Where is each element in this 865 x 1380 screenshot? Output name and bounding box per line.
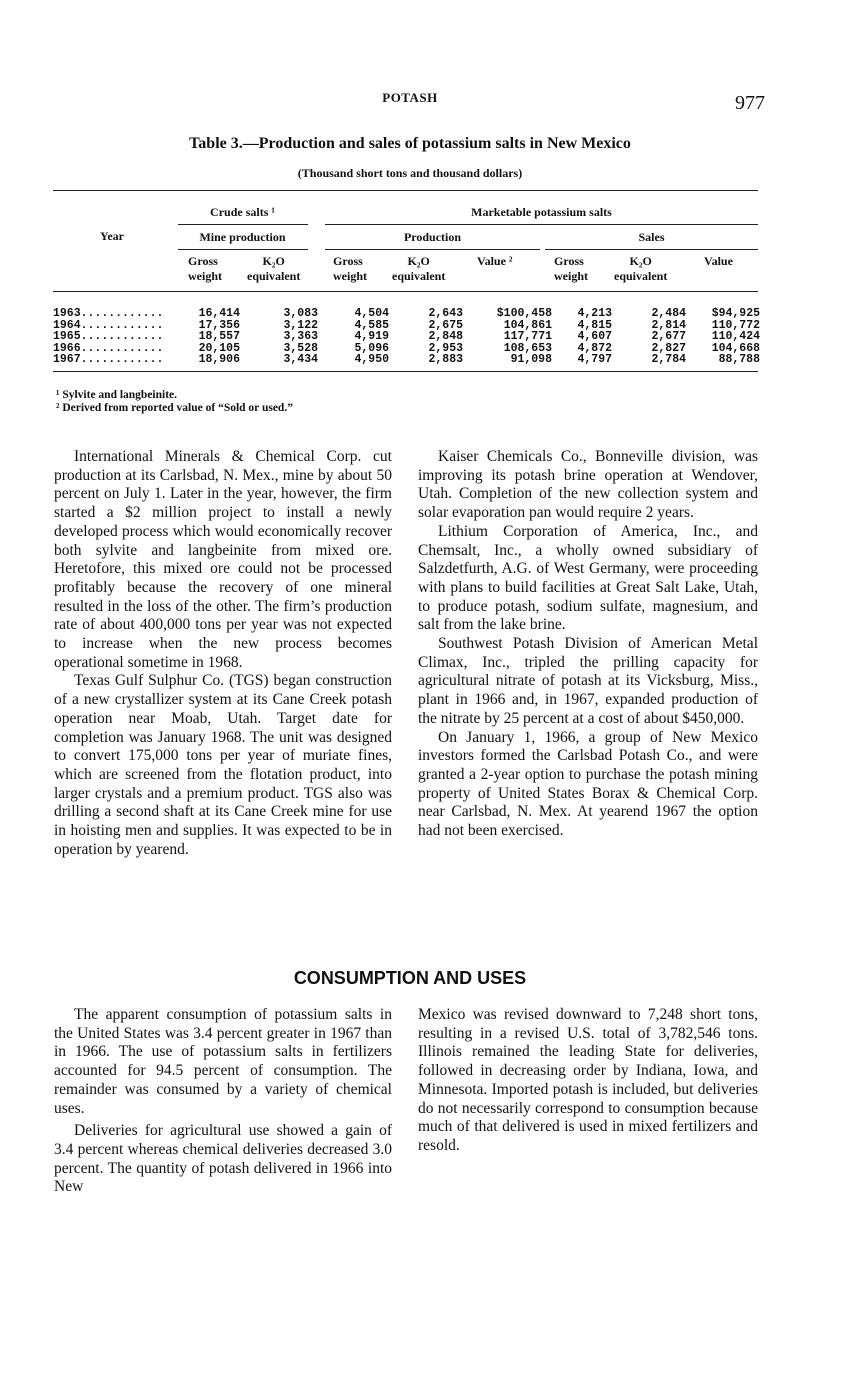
table-cell: 17,356 <box>198 318 240 332</box>
table-cell: 3,528 <box>283 341 318 355</box>
table-row-year: 1966............ <box>53 341 164 355</box>
sales-k2o-column <box>628 308 686 366</box>
gross-label: Gross <box>188 254 218 268</box>
table-cell: 4,213 <box>577 307 612 320</box>
col-k2o <box>247 254 300 284</box>
table-title: Table 3.—Production and sales of potassium salts in New Mexico <box>189 135 631 152</box>
sales-rule <box>545 249 758 250</box>
table-cell: 3,083 <box>283 307 318 320</box>
table-row-year: 1967............ <box>53 353 164 366</box>
weight-label: weight <box>188 269 222 283</box>
table-cell: 2,784 <box>651 353 686 366</box>
table-cell: 4,919 <box>354 330 389 343</box>
col-gross-weight <box>188 254 222 284</box>
table-row-year: 1964............ <box>53 318 164 332</box>
gross-label: Gross <box>554 254 584 268</box>
table-cell: 2,675 <box>428 318 463 332</box>
table-cell: 18,906 <box>198 353 240 366</box>
table-cell: 4,585 <box>354 318 389 332</box>
consumption-left-column <box>54 1006 392 1197</box>
table-bottom-rule <box>53 371 758 372</box>
table-cell: 16,414 <box>198 307 240 320</box>
production-header: Production <box>403 230 462 244</box>
col-k2o <box>614 254 667 284</box>
table-cell: 3,363 <box>283 330 318 343</box>
page-number: 977 <box>735 92 765 114</box>
equivalent-label: equivalent <box>392 269 446 283</box>
mine-k2o-column <box>262 308 318 366</box>
table-cell: 20,105 <box>198 341 240 355</box>
weight-label: weight <box>333 269 367 283</box>
gross-label: Gross <box>333 254 363 268</box>
equivalent-label: equivalent <box>614 269 668 283</box>
table-cell: 4,872 <box>577 341 612 355</box>
consumption-right-column <box>418 1006 758 1156</box>
year-column-header: Year <box>100 229 124 243</box>
table-cell: 91,098 <box>510 353 552 366</box>
table-cell: 3,122 <box>283 318 318 332</box>
paragraph: Mexico was revised downward to 7,248 short tons, resulting in a revised U.S. total of 3,782,546 tons. Illinois remained the leading State for deliveries, followed in decreasing order by Indiana, Iowa, and Minnesota. Imported potash is included, but deliveries do not necessarily correspond to consumption because much of that delivered is used in mixed fertilizers and resold. <box>418 1006 758 1154</box>
sales-value-column <box>690 308 760 366</box>
col-k2o <box>392 254 445 284</box>
table-cell: $100,458 <box>496 307 552 320</box>
weight-label: weight <box>554 269 588 283</box>
paragraph: Lithium Corporation of America, Inc., and Chemsalt, Inc., a wholly owned subsidiary of Salzdetfurth, A.G. of West Germany, were proceeding with plans to build facilities at Great Salt Lake, Utah, to produce potash, sodium sulfate, magnesium, and salt from the lake brine. <box>418 522 758 634</box>
table-cell: 2,848 <box>428 330 463 343</box>
table-cell: 2,484 <box>651 307 686 320</box>
table-cell: 2,953 <box>428 341 463 355</box>
table-cell: 4,950 <box>354 353 389 366</box>
col-value: Value <box>704 254 733 268</box>
table-cell: 4,797 <box>577 353 612 366</box>
table-cell: 110,424 <box>711 330 760 343</box>
crude-rule <box>178 224 308 225</box>
col-gross-weight <box>333 254 367 284</box>
table-row-year: 1963............ <box>53 307 164 320</box>
paragraph: Kaiser Chemicals Co., Bonneville division, was improving its potash brine operation at Wendover, Utah. Completion of the new collection system and solar evaporation pan would require 2 years. <box>418 448 758 522</box>
paragraph: The apparent consumption of potassium salts in the United States was 3.4 percent greater in 1967 than in 1966. The use of potassium salts in fertilizers accounted for 94.5 percent of consumption. The remainder was consumed by a variety of chemical uses. <box>54 1006 392 1117</box>
marketable-rule <box>325 224 758 225</box>
table-cell: 104,668 <box>711 341 760 355</box>
prod-value-column <box>470 308 552 366</box>
table-cell: 110,772 <box>711 318 760 332</box>
col-gross-weight <box>554 254 588 284</box>
header-bottom-rule <box>53 291 758 292</box>
paragraph: Deliveries for agricultural use showed a gain of 3.4 percent whereas chemical deliveries decreased 3.0 percent. The quantity of potash delivered in 1966 into New <box>54 1122 392 1196</box>
year-column <box>53 308 163 366</box>
k2o-label: K₂O <box>407 254 430 268</box>
paragraph: Texas Gulf Sulphur Co. (TGS) began construction of a new crystallizer system at its Cane Creek potash operation near Moab, Utah. Target date for completion was January 1968. The unit was designed to convert 175,000 tons per year of muriate fines, which are screened from the flotation product, into larger crystals and a premium product. TGS also was drilling a second shaft at its Cane Creek mine for use in hoisting men and supplies. It was expected to be in operation by yearend. <box>54 672 392 858</box>
table-cell: 3,434 <box>283 353 318 366</box>
mine-rule <box>178 249 308 250</box>
footnote-1: ¹ Sylvite and langbeinite. <box>56 389 178 401</box>
production-rule <box>325 249 540 250</box>
k2o-label: K₂O <box>262 254 285 268</box>
table-cell: 4,504 <box>354 307 389 320</box>
mine-gross-column <box>188 308 240 366</box>
right-column <box>418 448 758 841</box>
table-cell: 117,771 <box>503 330 552 343</box>
table-cell: 5,096 <box>354 341 389 355</box>
table-cell: 104,861 <box>503 318 552 332</box>
table-cell: 2,814 <box>651 318 686 332</box>
table-cell: 4,607 <box>577 330 612 343</box>
prod-k2o-column <box>405 308 463 366</box>
marketable-header: Marketable potassium salts <box>471 205 612 219</box>
section-heading: CONSUMPTION AND USES <box>293 968 527 988</box>
paragraph: International Minerals & Chemical Corp. cut production at its Carlsbad, N. Mex., mine by about 50 percent on July 1. Later in the year, however, the firm started a $2 million project to install a newly developed process which would economically recover both sylvite and langbeinite from mixed ore. Heretofore, this mixed ore could not be processed profitably because the recovery of one mineral resulted in the loss of the other. The firm’s production rate of about 400,000 tons per year was not expected to increase when the new process becomes operational sometime in 1968. <box>54 448 392 671</box>
table-cell: 2,827 <box>651 341 686 355</box>
paragraph: On January 1, 1966, a group of New Mexico investors formed the Carlsbad Potash Co., and were granted a 2-year option to purchase the potash mining property of United States Borax & Chemical Corp. near Carlsbad, N. Mex. At yearend 1967 the option had not been exercised. <box>418 728 758 840</box>
sales-header: Sales <box>638 230 665 244</box>
running-head: POTASH <box>382 90 438 105</box>
table-cell: 2,643 <box>428 307 463 320</box>
table-top-rule <box>53 190 758 191</box>
paragraph: Southwest Potash Division of American Metal Climax, Inc., tripled the prilling capacity for agricultural nitrate of potash at its Vicksburg, Miss., plant in 1966 and, in 1967, expanded production of the nitrate by 25 percent at a cost of about $450,000. <box>418 635 758 727</box>
table-cell: 88,788 <box>718 353 760 366</box>
col-value-footnoted: Value ² <box>477 254 513 268</box>
footnote-2: ² Derived from reported value of “Sold or used.” <box>56 402 293 414</box>
table-cell: 2,883 <box>428 353 463 366</box>
k2o-label: K₂O <box>629 254 652 268</box>
table-cell: $94,925 <box>711 307 760 320</box>
prod-gross-column <box>337 308 389 366</box>
table-subtitle: (Thousand short tons and thousand dollars) <box>297 166 523 180</box>
crude-salts-header: Crude salts ¹ <box>210 205 275 219</box>
table-cell: 108,653 <box>503 341 552 355</box>
equivalent-label: equivalent <box>247 269 301 283</box>
table-row-year: 1965............ <box>53 330 164 343</box>
mine-production-header: Mine production <box>199 230 286 244</box>
table-cell: 4,815 <box>577 318 612 332</box>
left-column <box>54 448 392 859</box>
sales-gross-column <box>560 308 612 366</box>
table-cell: 18,557 <box>198 330 240 343</box>
table-cell: 2,677 <box>651 330 686 343</box>
